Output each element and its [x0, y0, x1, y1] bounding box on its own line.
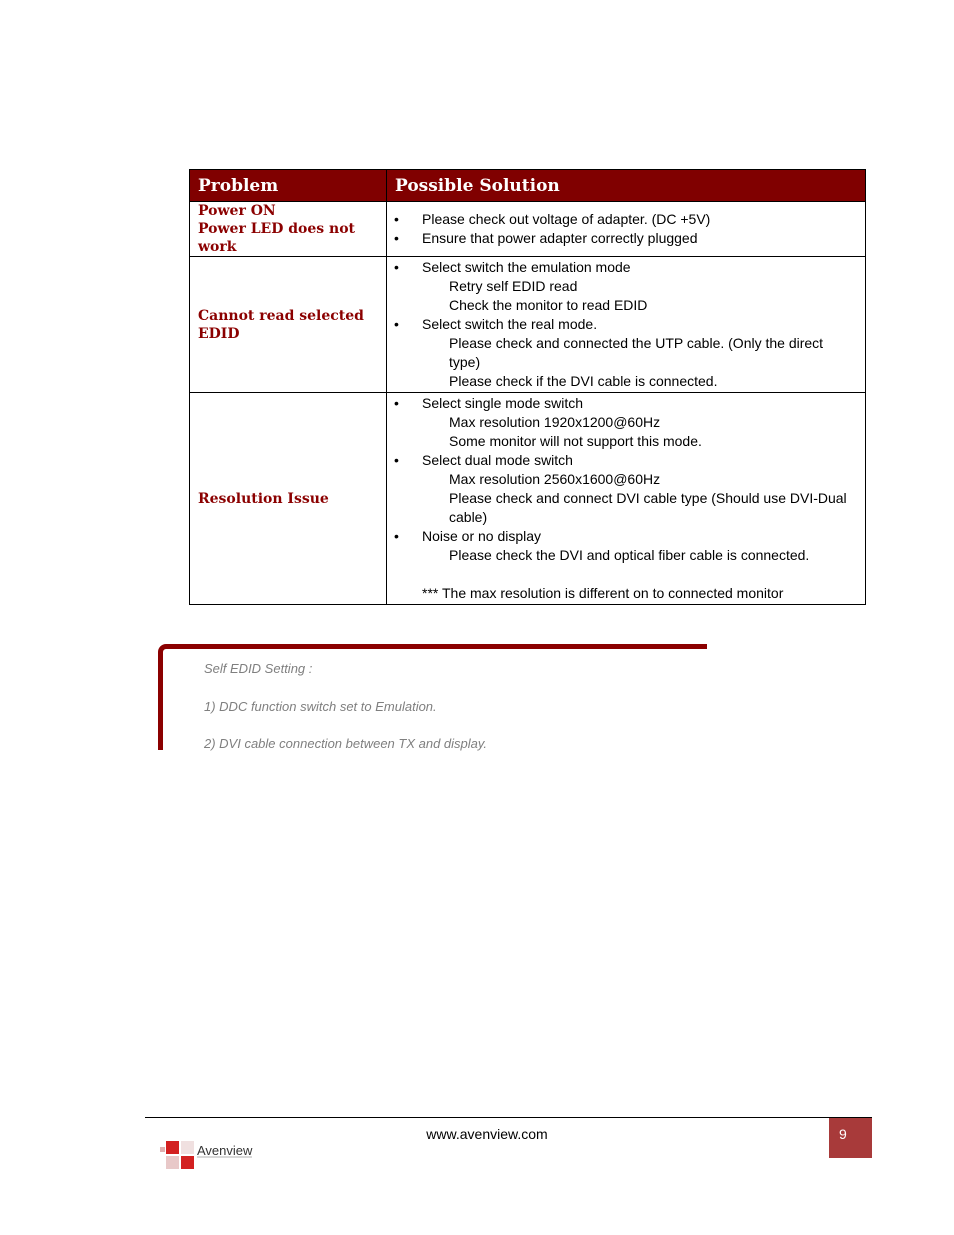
table-header-row [190, 170, 866, 202]
footer-divider [145, 1117, 872, 1118]
callout-title: Self EDID Setting : [204, 661, 313, 676]
self-edid-callout [158, 644, 707, 750]
solution-bullet-item: • Select switch the emulation mode [387, 258, 865, 277]
problem-text: Power LED does not [198, 221, 356, 237]
solution-cell [387, 393, 866, 605]
solution-detail: Check the monitor to read EDID [449, 297, 648, 313]
svg-text:Avenview: Avenview [197, 1143, 253, 1158]
solution-detail: Please check and connect DVI cable type (Should use DVI-Dual [449, 490, 847, 506]
avenview-logo-mark [160, 1137, 260, 1182]
solution-detail: Please check the DVI and optical fiber cable is connected. [449, 547, 810, 563]
solution-detail: Retry self EDID read [449, 278, 578, 294]
solution-detail: *** The max resolution is different on to connected monitor [422, 585, 784, 601]
table-body [190, 202, 866, 605]
solution-bullet-item: • Noise or no display [387, 527, 865, 546]
table-row [190, 202, 866, 257]
problem-text: Resolution Issue [198, 490, 329, 507]
page-number: 9 [829, 1118, 872, 1158]
solution-column-header: Possible Solution [387, 170, 866, 202]
solution-bullet-item: • Select dual mode switch [387, 451, 865, 470]
callout-step-1: 1) DDC function switch set to Emulation. [204, 699, 437, 714]
spacer [387, 565, 865, 584]
problem-text: Cannot read selected [198, 307, 364, 324]
problem-column-header: Problem [190, 170, 387, 202]
troubleshooting-table [189, 169, 866, 605]
table-row [190, 393, 866, 605]
solution-cell [387, 257, 866, 393]
solution-detail: Max resolution 2560x1600@60Hz [449, 471, 661, 487]
solution-bullet-item: • Ensure that power adapter correctly plugged [387, 229, 865, 248]
solution-detail: cable) [449, 509, 488, 525]
problem-text: Power ON [198, 203, 276, 219]
solution-detail: Please check and connected the UTP cable. (Only the direct [449, 335, 824, 351]
solution-detail: Please check if the DVI cable is connected. [449, 373, 718, 389]
solution-cell [387, 202, 866, 257]
problem-cell [190, 202, 387, 257]
avenview-logo [160, 1137, 260, 1182]
problem-text: EDID [198, 325, 240, 342]
problem-text: work [198, 239, 237, 255]
table-row [190, 257, 866, 393]
callout-step-2: 2) DVI cable connection between TX and display. [204, 736, 488, 751]
solution-detail: type) [449, 354, 481, 370]
solution-bullet-item: • Please check out voltage of adapter. (DC +5V) [387, 210, 865, 229]
solution-bullet-item: • Select single mode switch [387, 394, 865, 413]
solution-detail: Max resolution 1920x1200@60Hz [449, 414, 661, 430]
solution-detail: Some monitor will not support this mode. [449, 433, 702, 449]
solution-bullet-item: • Select switch the real mode. [387, 315, 865, 334]
footer-url: www.avenview.com [426, 1126, 548, 1142]
problem-cell [190, 393, 387, 605]
problem-cell [190, 257, 387, 393]
